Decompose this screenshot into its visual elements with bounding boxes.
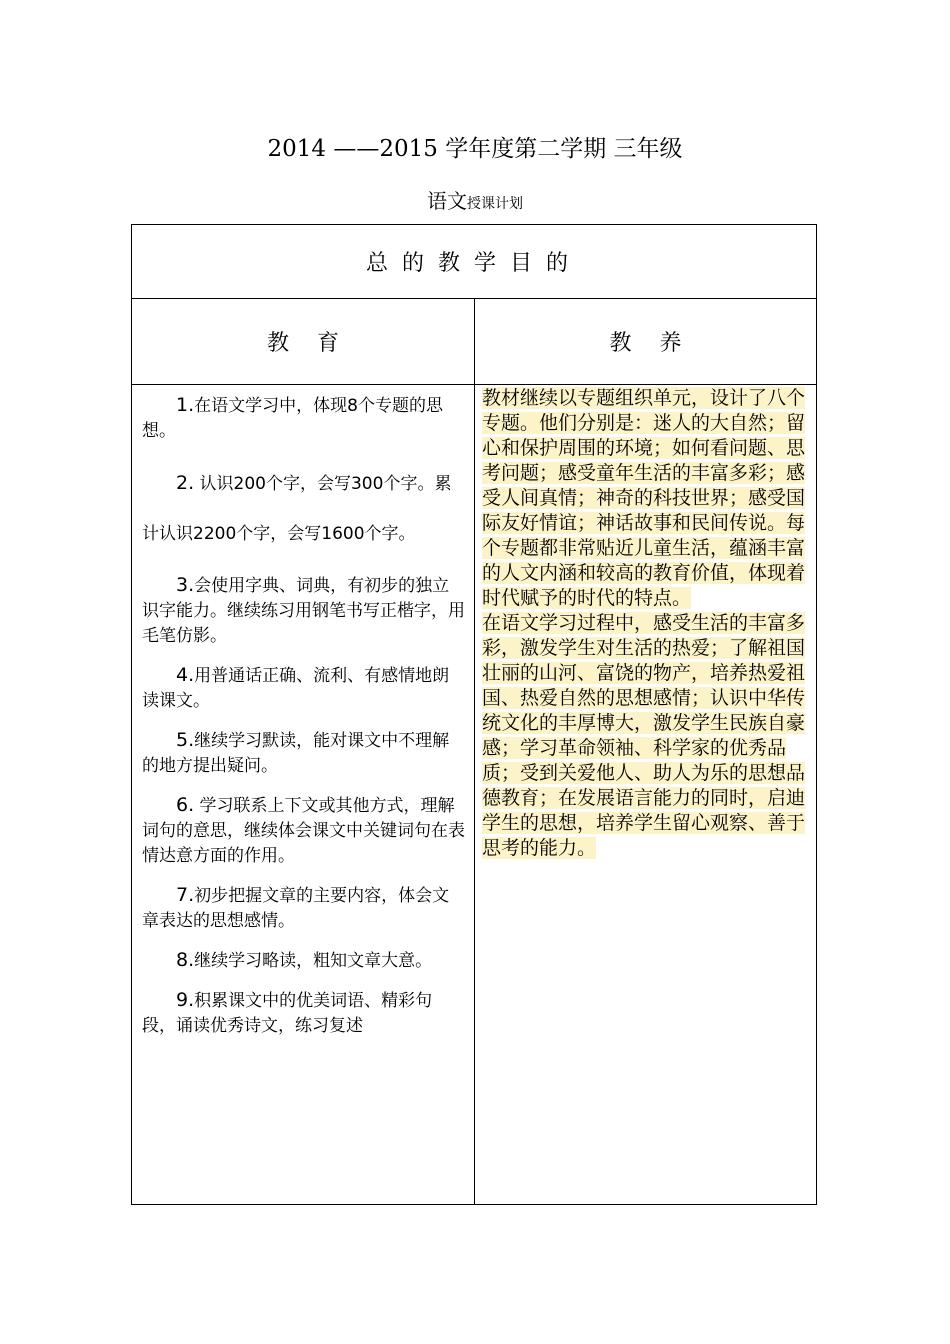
table-head: 总的教学目的: [132, 225, 816, 299]
cultivation-goals-cell: [482, 386, 814, 1196]
column-header-education: [132, 299, 474, 385]
goal-item: 2. 认识200个字，会写300个字。累计认识2200个字，会写1600个字。: [142, 472, 452, 544]
column-header-education-label: 教育: [266, 331, 367, 356]
goal-item: 1.在语文学习中，体现8个专题的思想。: [142, 394, 443, 441]
cultivation-paragraph: 在语文学习过程中，感受生活的丰富多彩，激发学生对生活的热爱；了解祖国壮丽的山河、富饶的物产，培养热爱祖国、热爱自然的思想感情；认识中华传统文化的丰厚博大，激发学生民族自豪感；学习革命领袖、科学家的优秀品质；受到关爱他人、助人为乐的思想品德教育；在发展语言能力的同时，启迪学生的思想，培养学生留心观察、善于思考的能力。: [482, 612, 806, 859]
goal-item: 4.用普通话正确、流利、有感情地朗读课文。: [142, 664, 450, 711]
subtitle-plan: 授课计划: [467, 196, 523, 212]
education-goals-cell: [142, 393, 466, 1203]
column-header-cultivation-label: 教养: [609, 331, 710, 356]
subtitle-subject: 语文: [427, 189, 467, 213]
goal-item: 9.积累课文中的优美词语、精彩句段，诵读优秀诗文，练习复述: [142, 989, 433, 1036]
column-divider: [474, 299, 475, 1204]
column-header-cultivation: [475, 299, 816, 385]
goal-item: 6. 学习联系上下文或其他方式，理解词句的意思，继续体会课文中关键词句在表情达意方面的作用。: [142, 794, 465, 866]
document-title: 2014 ——2015 学年度第二学期 三年级: [267, 136, 683, 162]
goal-item: 8.继续学习略读，粗知文章大意。: [176, 949, 433, 971]
goal-item: 7.初步把握文章的主要内容，体会文章表达的思想感情。: [142, 884, 450, 931]
goal-item: 5.继续学习默读，能对课文中不理解的地方提出疑问。: [142, 729, 450, 776]
cultivation-paragraph: 教材继续以专题组织单元，设计了八个专题。他们分别是：迷人的大自然；留心和保护周围的环境；如何看问题、思考问题；感受童年生活的丰富多彩；感受人间真情；神奇的科技世界；感受国际友好情谊；神话故事和民间传说。每个专题都非常贴近儿童生活，蕴涵丰富的人文内涵和较高的教育价值，体现着时代赋予的时代的特点。: [482, 387, 806, 609]
goal-item: 3.会使用字典、词典，有初步的独立识字能力。继续练习用钢笔书写正楷字，用毛笔仿影。: [142, 574, 465, 646]
document-subtitle: [0, 186, 950, 219]
plan-table: [131, 224, 817, 1205]
